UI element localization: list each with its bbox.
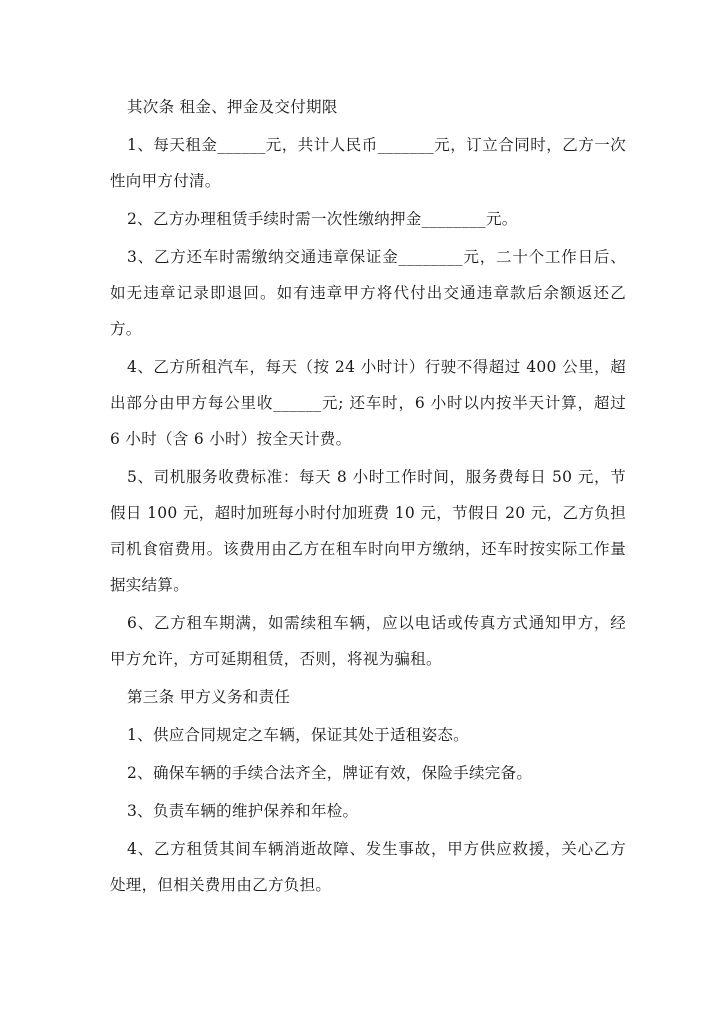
- clause-lease-renewal: 6、乙方租车期满，如需续租车辆，应以电话或传真方式通知甲方，经甲方允许，方可延期租赁，否则，将视为骗租。: [110, 614, 626, 668]
- clause-mileage-limit: 4、乙方所租汽车，每天（按 24 小时计）行驶不得超过 400 公里，超出部分由甲方每公里收______元; 还车时，6 小时以内按半天计算，超过 6 小时（含 6 小时）按全天计费。: [110, 358, 626, 448]
- section-heading-second-article: 其次条 租金、押金及交付期限: [127, 98, 338, 116]
- clause-provide-vehicle: 1、供应合同规定之车辆，保证其处于适租姿态。: [127, 726, 469, 744]
- clause-daily-rent: 1、每天租金______元，共计人民币_______元，订立合同时，乙方一次性向甲方付清。: [110, 136, 626, 190]
- clause-vehicle-documents: 2、确保车辆的手续合法齐全，牌证有效，保险手续完备。: [127, 764, 533, 782]
- clause-maintenance: 3、负责车辆的维护保养和年检。: [127, 802, 359, 820]
- document-body: [110, 89, 626, 903]
- clause-deposit: 2、乙方办理租赁手续时需一次性缴纳押金________元。: [127, 210, 518, 228]
- section-heading-third-article: 第三条 甲方义务和责任: [127, 688, 291, 706]
- clause-traffic-violation-deposit: 3、乙方还车时需缴纳交通违章保证金________元，二十个工作日后、如无违章记录即退回。如有违章甲方将代付出交通违章款后余额返还乙方。: [110, 248, 626, 338]
- clause-breakdown-assistance: 4、乙方租赁其间车辆消逝故障、发生事故，甲方供应救援，关心乙方处理，但相关费用由乙方负担。: [110, 840, 626, 894]
- clause-driver-service-fee: 5、司机服务收费标准：每天 8 小时工作时间，服务费每日 50 元，节假日 100 元，超时加班每小时付加班费 10 元，节假日 20 元，乙方负担司机食宿费用。该费用由乙方在租车时向甲方缴纳，还车时按实际工作量据实结算。: [110, 468, 626, 594]
